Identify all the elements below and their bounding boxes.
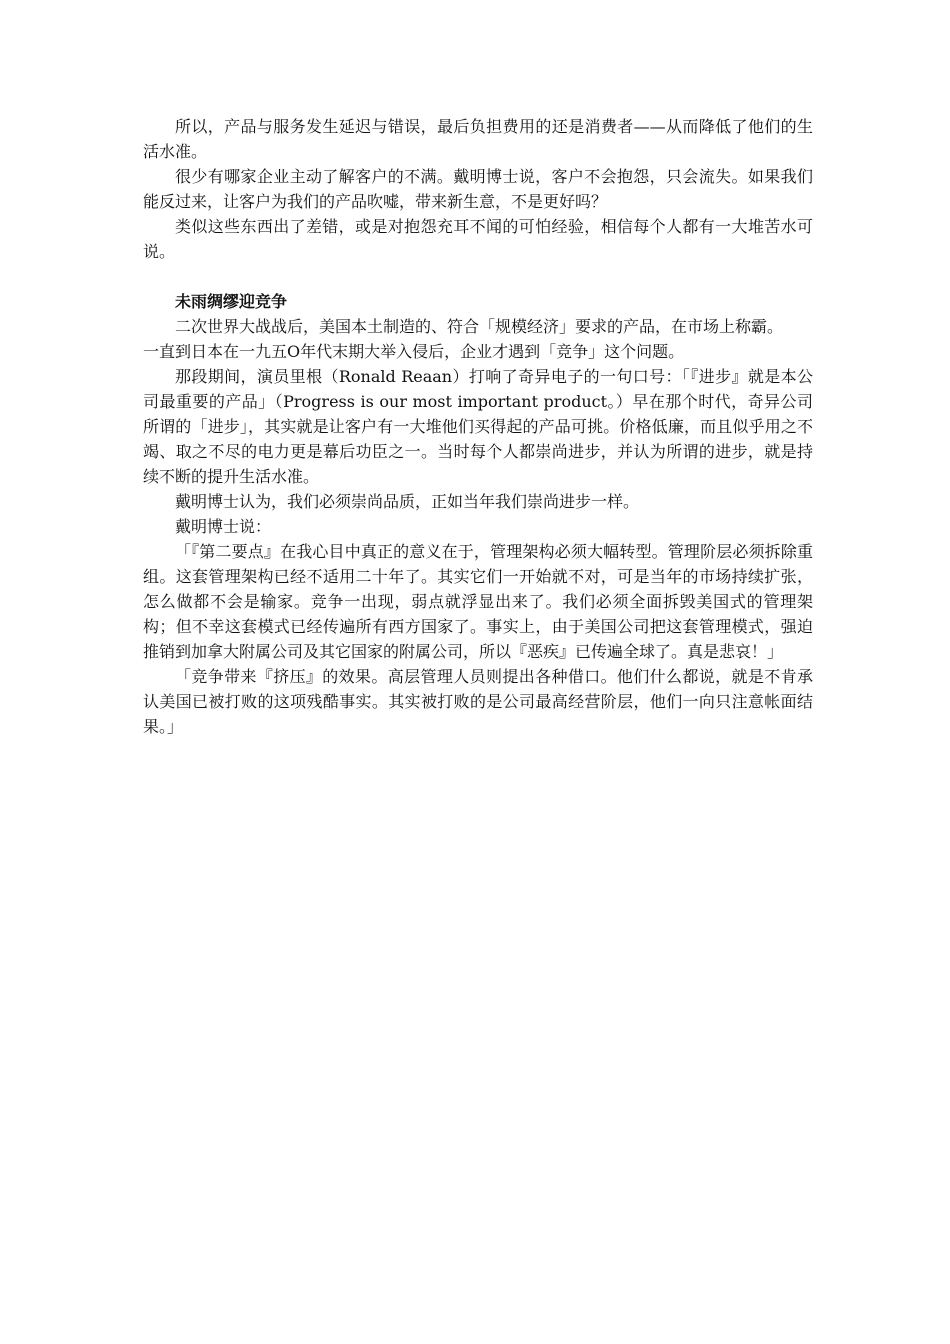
paragraph: 二次世界大战战后，美国本土制造的、符合「规模经济」要求的产品，在市场上称霸。 xyxy=(175,317,784,336)
quote-paragraph: 「竞争带来『挤压』的效果。高层管理人员则提出各种借口。他们什么都说，就是不肯承认美国已被打败的这项残酷事实。其实被打败的是公司最高经营阶层，他们一向只注意帐面结果。」 xyxy=(143,667,813,736)
section-heading: 未雨绸缪迎竞争 xyxy=(175,292,288,311)
paragraph: 类似这些东西出了差错，或是对抱怨充耳不闻的可怕经验，相信每个人都有一大堆苦水可说。 xyxy=(143,217,813,261)
blank-line xyxy=(143,264,813,289)
paragraph: 戴明博士说： xyxy=(175,517,272,536)
paragraph: 很少有哪家企业主动了解客户的不满。戴明博士说，客户不会抱怨，只会流失。如果我们能反过来，让客户为我们的产品吹嘘，带来新生意，不是更好吗？ xyxy=(143,167,813,211)
paragraph: 戴明博士认为，我们必须崇尚品质，正如当年我们崇尚进步一样。 xyxy=(175,492,640,511)
paragraph: 所以，产品与服务发生延迟与错误，最后负担费用的还是消费者——从而降低了他们的生活水准。 xyxy=(143,117,813,161)
quote-paragraph: 「『第二要点』在我心目中真正的意义在于，管理架构必须大幅转型。管理阶层必须拆除重组。这套管理架构已经不适用二十年了。其实它们一开始就不对，可是当年的市场持续扩张，怎么做都不会是输家。竞争一出现，弱点就浮显出来了。我们必须全面拆毁美国式的管理架构；但不幸这套模式已经传遍所有西方国家了。事实上，由于美国公司把这套管理模式，强迫推销到加拿大附属公司及其它国家的附属公司，所以『恶疾』已传遍全球了。真是悲哀！」 xyxy=(143,542,813,661)
paragraph: 那段期间，演员里根（Ronald Reaan）打响了奇异电子的一句口号：「『进步』就是本公司最重要的产品」（Progress is our most important product。）早在那个时代，奇异公司所谓的「进步」，其实就是让客户有一大堆他们买得起的产品可挑。价格低廉，而且似乎用之不竭、取之不尽的电力更是幕后功臣之一。当时每个人都崇尚进步，并认为所谓的进步，就是持续不断的提升生活水准。 xyxy=(143,367,813,486)
document-page xyxy=(143,114,813,739)
paragraph: 一直到日本在一九五O年代末期大举入侵后，企业才遇到「竞争」这个问题。 xyxy=(143,342,685,361)
